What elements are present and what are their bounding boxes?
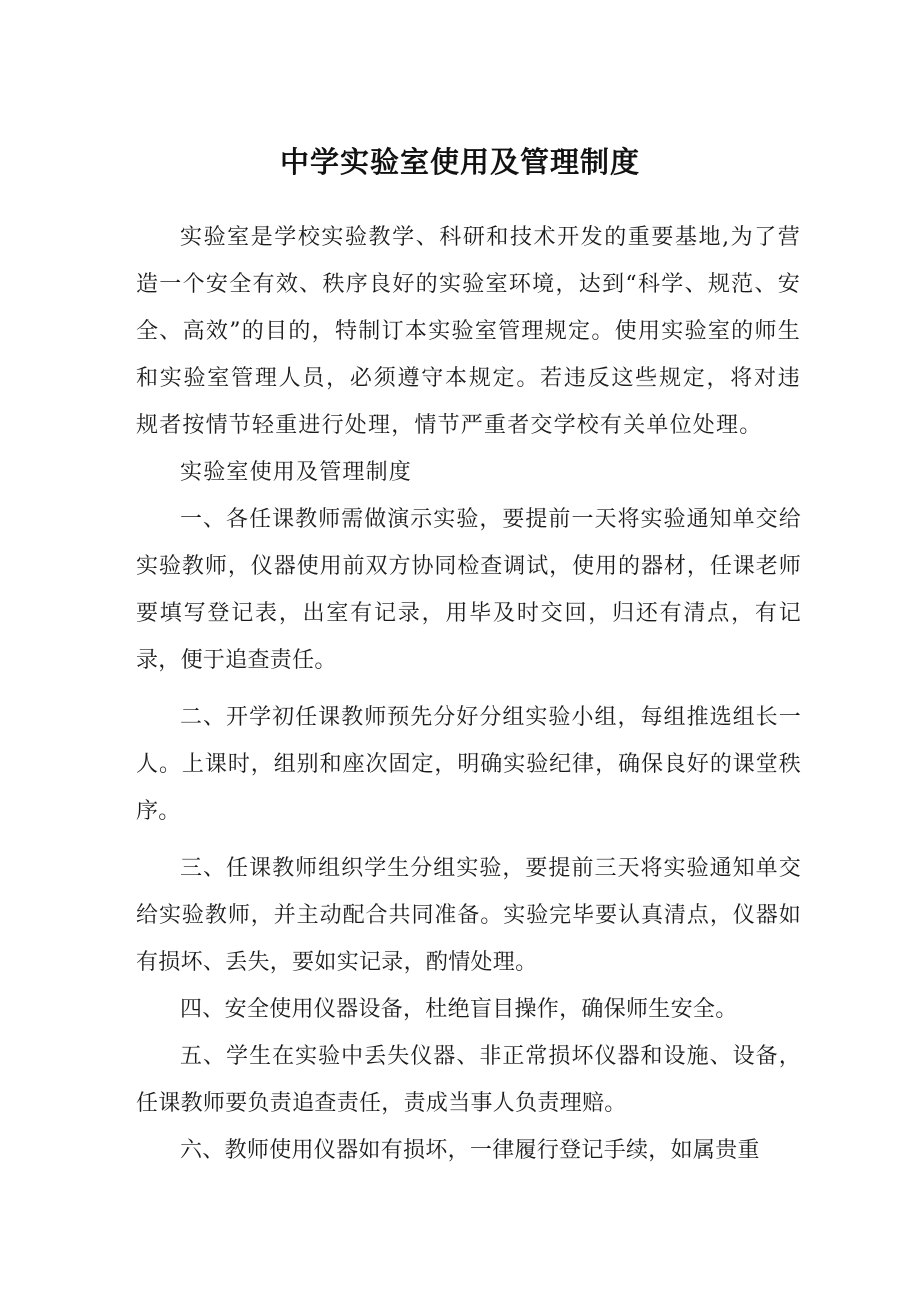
document-body — [136, 214, 801, 1174]
article-2: 二、开学初任课教师预先分好分组实验小组，每组推选组长一人。上课时，组别和座次固定，明确实验纪律，确保良好的课堂秩序。 — [136, 705, 801, 824]
article-1: 一、各任课教师需做演示实验，要提前一天将实验通知单交给实验教师，仪器使用前双方协同检查调试，使用的器材，任课老师要填写登记表，出室有记录，用毕及时交回，归还有清点，有记录，便于追查责任。 — [136, 507, 801, 673]
intro-paragraph: 实验室是学校实验教学、科研和技术开发的重要基地,为了营造一个安全有效、秩序良好的实验室环境，达到“科学、规范、安全、高效”的目的，特制订本实验室管理规定。使用实验室的师生和实验室管理人员，必须遵守本规定。若违反这些规定，将对违规者按情节轻重进行处理，情节严重者交学校有关单位处理。 — [136, 225, 801, 438]
article-6: 六、教师使用仪器如有损坏，一律履行登记手续，如属贵重 — [180, 1138, 760, 1163]
article-4: 四、安全使用仪器设备，杜绝盲目操作，确保师生安全。 — [180, 997, 738, 1022]
article-5: 五、学生在实验中丢失仪器、非正常损坏仪器和设施、设备，任课教师要负责追查责任，责成当事人负责理赔。 — [136, 1044, 801, 1116]
article-3: 三、任课教师组织学生分组实验，要提前三天将实验通知单交给实验教师，并主动配合共同准备。实验完毕要认真清点，仪器如有损坏、丢失，要如实记录，酌情处理。 — [136, 856, 801, 975]
section-subheading: 实验室使用及管理制度 — [180, 460, 413, 485]
document-title: 中学实验室使用及管理制度 — [279, 145, 640, 179]
